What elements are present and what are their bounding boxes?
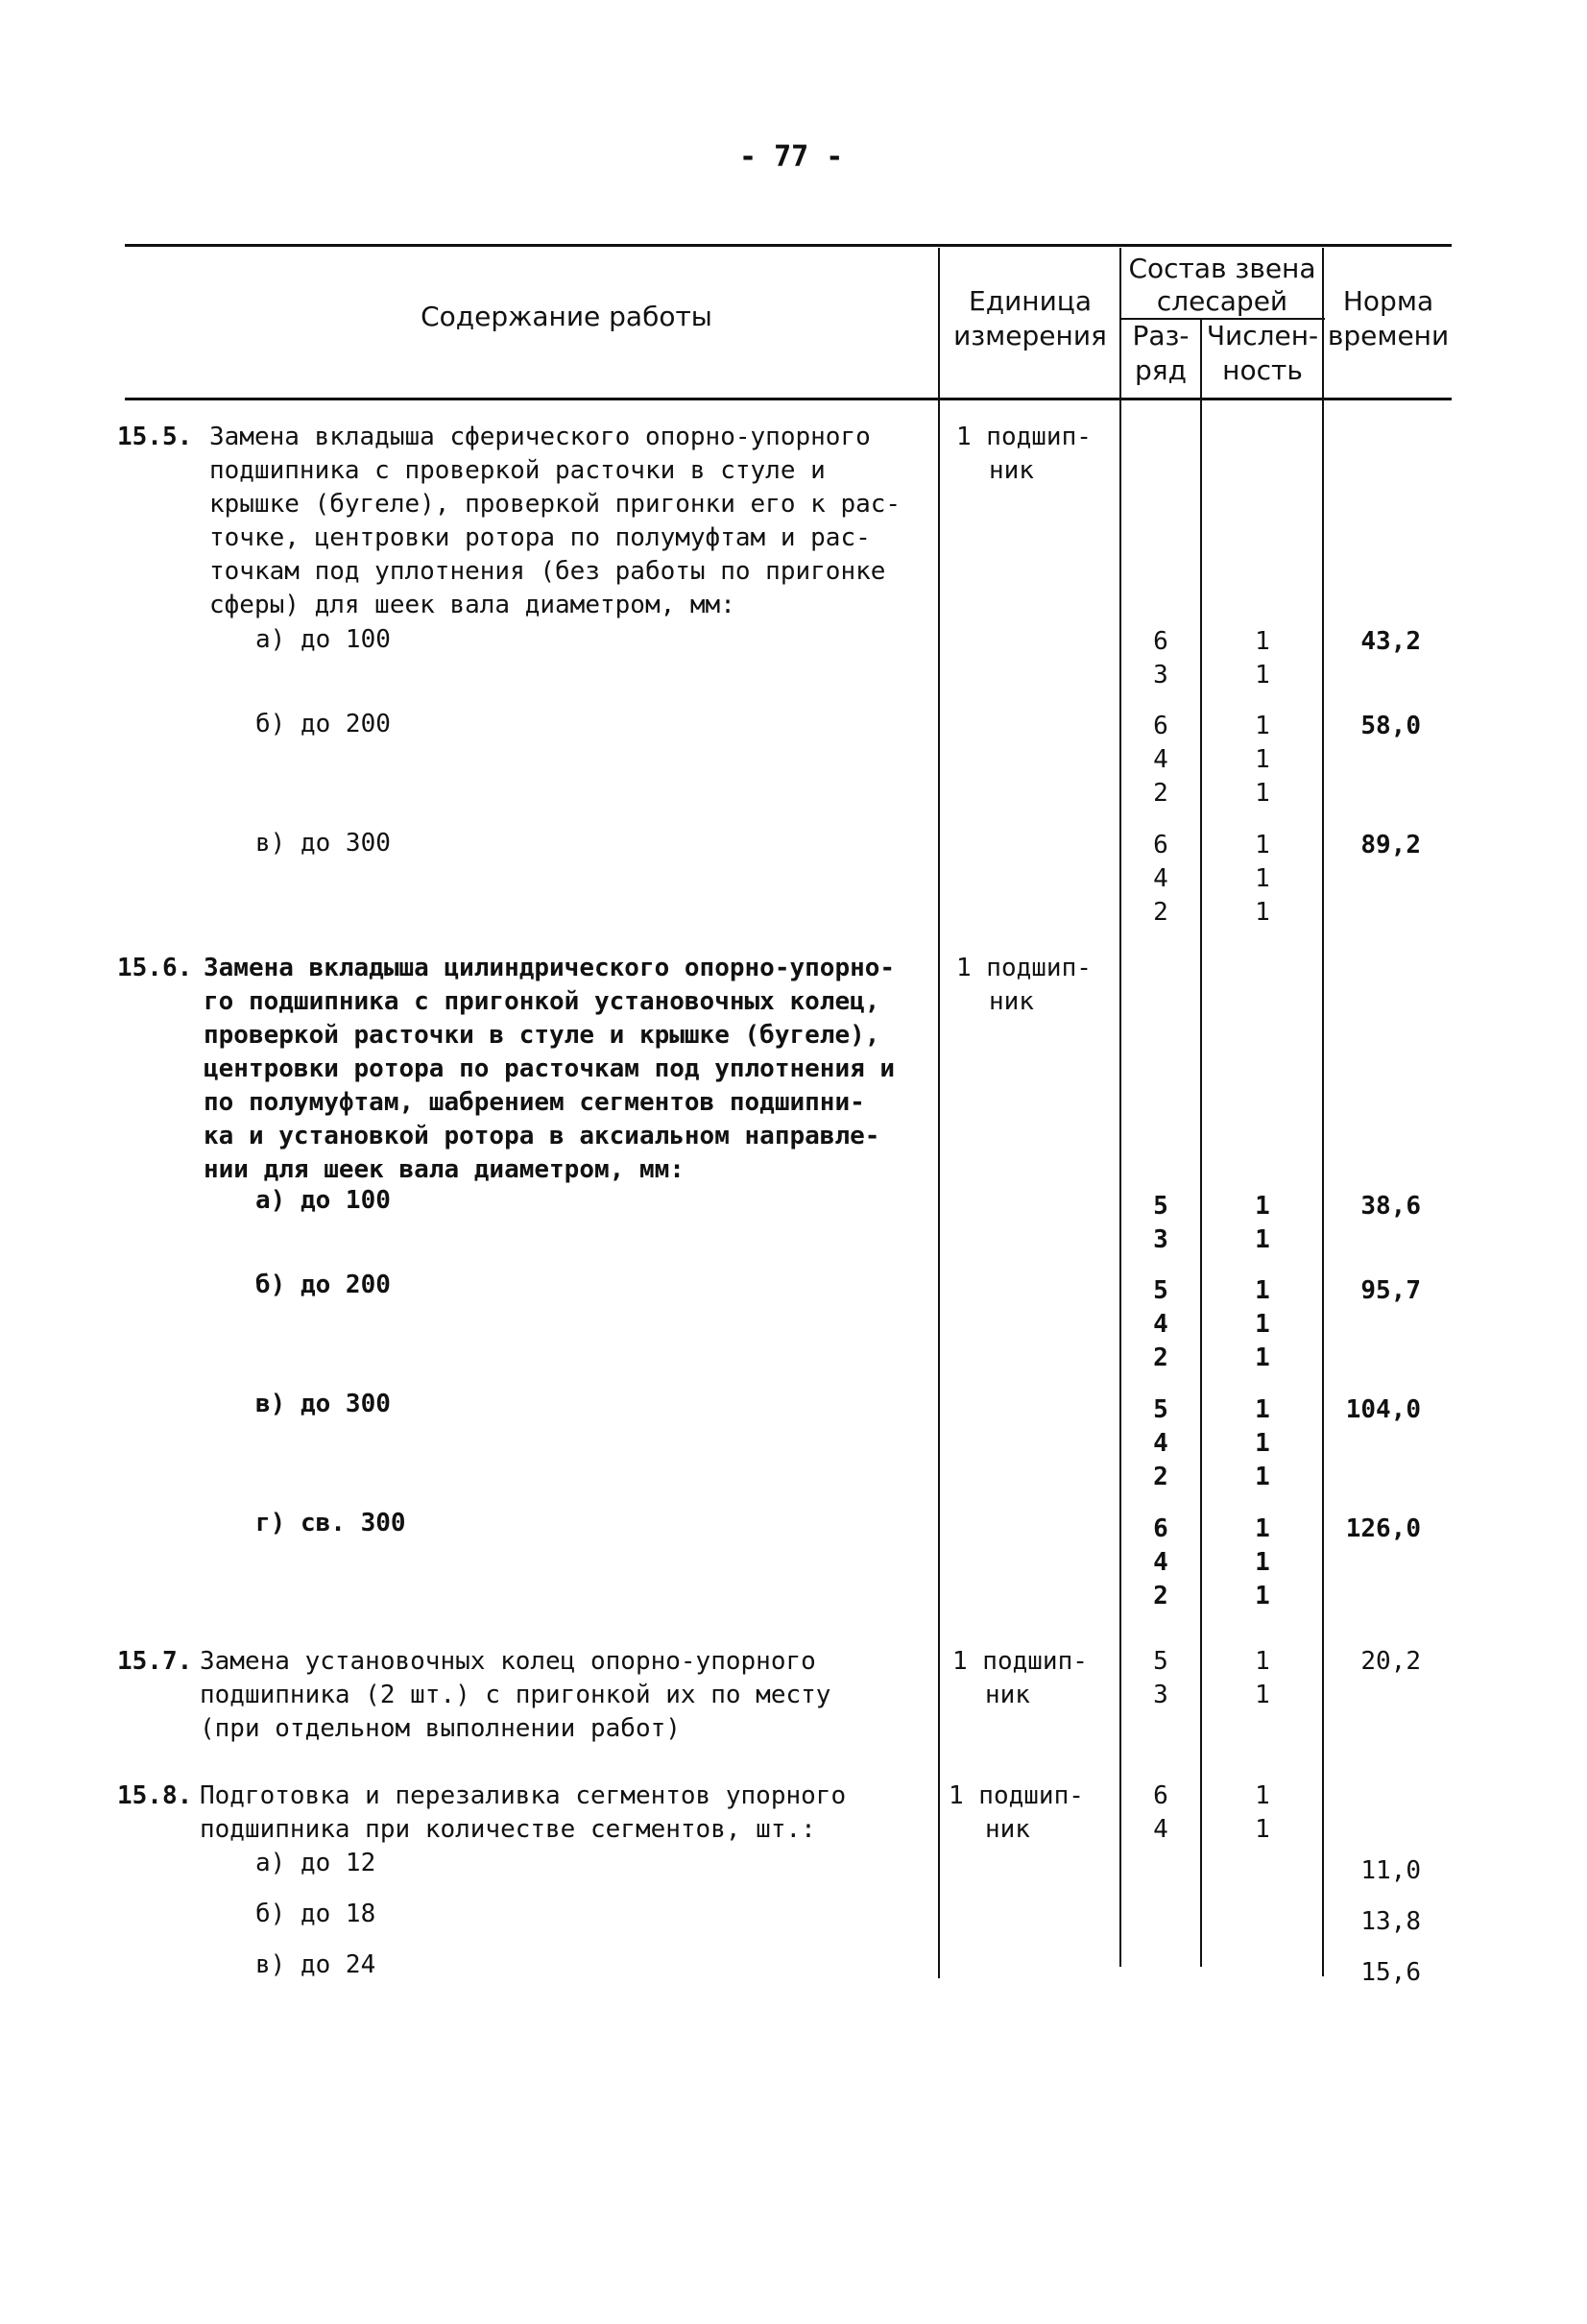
item-text-line: Замена вкладыша цилиндрического опорно-упорно- [204,954,896,982]
count-value: 1 [1255,1225,1270,1254]
norm-value: 89,2 [1360,831,1421,859]
item-text-line: нии для шеек вала диаметром, мм: [204,1155,685,1184]
item-number: 15.5. [117,423,193,451]
header-unit-line2: измерения [953,320,1107,351]
grade-value: 2 [1153,1463,1168,1491]
grade-value: 3 [1153,1225,1168,1254]
column-divider-unit [938,248,940,1978]
unit-text: ник [985,1681,1030,1709]
count-value: 1 [1255,1429,1270,1458]
grade-value: 4 [1153,1815,1168,1844]
item-text-line: по полумуфтам, шабрением сегментов подшипни- [204,1088,865,1117]
count-value: 1 [1255,1192,1270,1221]
count-value: 1 [1255,1395,1270,1424]
header-content: Содержание работы [421,301,712,332]
grade-value: 4 [1153,1429,1168,1458]
item-number: 15.7. [117,1647,193,1676]
subitem-label: б) до 200 [255,1271,391,1299]
grade-value: 5 [1153,1192,1168,1221]
item-number: 15.8. [117,1781,193,1810]
table-header-rule [125,398,1452,400]
norm-value: 11,0 [1360,1856,1421,1885]
subitem-label: б) до 18 [255,1900,376,1928]
norm-value: 38,6 [1360,1192,1421,1221]
grade-value: 5 [1153,1276,1168,1305]
count-value: 1 [1255,1276,1270,1305]
grade-value: 6 [1153,627,1168,656]
grade-value: 4 [1153,745,1168,774]
unit-text: 1 подшип- [956,423,1092,451]
page-number: - 77 - [739,140,844,174]
unit-text: 1 подшип- [956,954,1092,982]
count-value: 1 [1255,1548,1270,1577]
header-crew-line1: Состав звена [1128,253,1316,284]
subitem-label: г) св. 300 [255,1509,406,1537]
item-text-line: крышке (бугеле), проверкой пригонки его к рас- [209,490,902,519]
count-value: 1 [1255,1344,1270,1372]
grade-value: 4 [1153,864,1168,893]
item-text-line: подшипника при количестве сегментов, шт.: [200,1815,816,1844]
norm-value: 15,6 [1360,1958,1421,1987]
count-value: 1 [1255,1781,1270,1810]
grade-value: 3 [1153,1681,1168,1709]
header-unit-line1: Единица [969,285,1092,317]
count-value: 1 [1255,1647,1270,1676]
unit-text: ник [989,456,1034,485]
grade-value: 4 [1153,1548,1168,1577]
norm-value: 104,0 [1345,1395,1421,1424]
header-crew-line2: слесарей [1156,285,1288,317]
grade-value: 2 [1153,1344,1168,1372]
header-count-line2: ность [1222,354,1303,386]
count-value: 1 [1255,661,1270,690]
grade-value: 6 [1153,712,1168,740]
subitem-label: в) до 300 [255,1390,391,1418]
grade-value: 3 [1153,661,1168,690]
item-text-line: точке, центровки ротора по полумуфтам и рас- [209,523,871,552]
subitem-label: а) до 100 [255,625,391,654]
item-text-line: точкам под уплотнения (без работы по пригонке [209,557,886,586]
norm-value: 13,8 [1360,1907,1421,1936]
unit-text: 1 подшип- [949,1781,1084,1810]
count-value: 1 [1255,1681,1270,1709]
norm-value: 58,0 [1360,712,1421,740]
subitem-label: а) до 100 [255,1186,391,1215]
count-value: 1 [1255,712,1270,740]
grade-value: 4 [1153,1310,1168,1339]
norm-value: 43,2 [1360,627,1421,656]
header-norm-line1: Норма [1342,285,1434,317]
count-value: 1 [1255,831,1270,859]
item-text-line: проверкой расточки в стуле и крышке (бугеле), [204,1021,880,1050]
grade-value: 2 [1153,779,1168,808]
item-text-line: (при отдельном выполнении работ) [200,1714,681,1743]
count-value: 1 [1255,898,1270,927]
grade-value: 6 [1153,1781,1168,1810]
header-count-line1: Числен- [1206,320,1319,351]
header-grade-line1: Раз- [1132,320,1190,351]
count-value: 1 [1255,627,1270,656]
subitem-label: в) до 300 [255,829,391,858]
unit-text: ник [985,1815,1030,1844]
norm-value: 95,7 [1360,1276,1421,1305]
column-divider-count [1200,320,1202,1967]
header-grade-line2: ряд [1135,354,1187,386]
item-number: 15.6. [117,954,193,982]
item-text-line: сферы) для шеек вала диаметром, мм: [209,591,735,619]
norm-value: 126,0 [1345,1514,1421,1543]
item-text-line: подшипника с проверкой расточки в стуле и [209,456,826,485]
item-text-line: Замена вкладыша сферического опорно-упорного [209,423,871,451]
column-divider-norm [1322,248,1324,1976]
grade-value: 2 [1153,1582,1168,1610]
subitem-label: в) до 24 [255,1950,376,1979]
norm-value: 20,2 [1360,1647,1421,1676]
item-text-line: центровки ротора по расточкам под уплотнения и [204,1054,896,1083]
count-value: 1 [1255,864,1270,893]
grade-value: 6 [1153,831,1168,859]
unit-text: ник [989,987,1034,1016]
item-text-line: Замена установочных колец опорно-упорного [200,1647,816,1676]
subitem-label: а) до 12 [255,1849,376,1877]
item-text-line: ка и установкой ротора в аксиальном направле- [204,1122,880,1150]
subitem-label: б) до 200 [255,710,391,738]
grade-value: 5 [1153,1647,1168,1676]
count-value: 1 [1255,1815,1270,1844]
item-text-line: Подготовка и перезаливка сегментов упорного [200,1781,847,1810]
grade-value: 5 [1153,1395,1168,1424]
header-norm-line2: времени [1327,320,1450,351]
count-value: 1 [1255,745,1270,774]
item-text-line: го подшипника с пригонкой установочных колец, [204,987,880,1016]
item-text-line: подшипника (2 шт.) с пригонкой их по месту [200,1681,831,1709]
count-value: 1 [1255,1514,1270,1543]
count-value: 1 [1255,779,1270,808]
count-value: 1 [1255,1582,1270,1610]
count-value: 1 [1255,1463,1270,1491]
count-value: 1 [1255,1310,1270,1339]
table-top-rule [125,244,1452,247]
grade-value: 2 [1153,898,1168,927]
unit-text: 1 подшип- [952,1647,1088,1676]
grade-value: 6 [1153,1514,1168,1543]
